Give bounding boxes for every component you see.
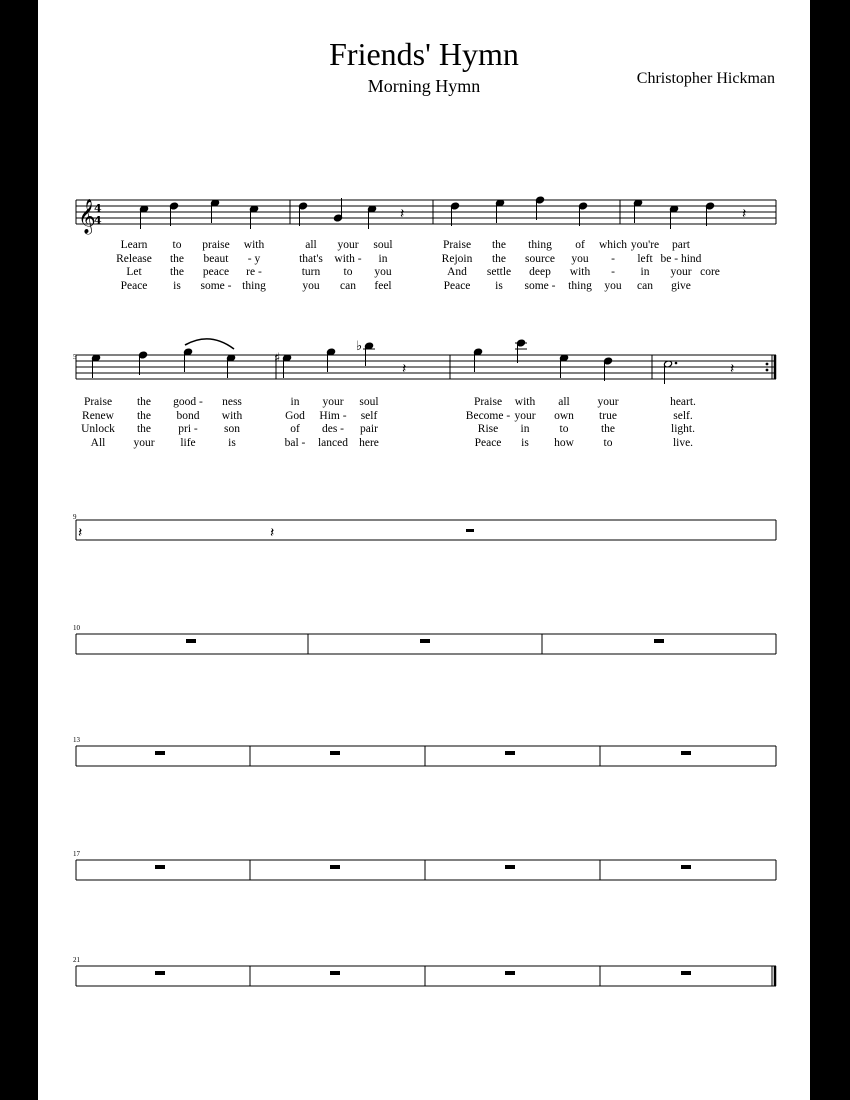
staff-5 [38,736,810,776]
lyric-syllable: re - [246,266,262,278]
score-subtitle: Morning Hymn [367,76,481,96]
quarter-rest-icon: 𝄽 [400,206,405,222]
lyric-syllable: pair [360,423,378,435]
quarter-rest-icon: 𝄽 [270,525,275,541]
lyric-syllable: Peace [443,279,471,292]
lyric-syllable: turn [301,266,321,278]
lyric-syllable: the [136,423,152,435]
lyric-syllable: beaut [203,252,229,265]
lyric-syllable: in [290,396,300,408]
system-3 [38,510,810,550]
lyric-syllable: that's [299,252,323,265]
lyric-syllable: some - [200,279,232,292]
whole-rest-icon [505,751,515,755]
lyric-syllable: light. [671,423,695,435]
lyric-syllable: to [603,436,613,449]
measure-number: 5 [73,353,77,361]
lyric-syllable: lanced [317,436,349,449]
sharp-icon: ♯ [274,351,281,366]
measure-number: 21 [73,956,80,964]
whole-rest-icon [155,751,165,755]
score-title: Friends' Hymn [329,36,519,72]
lyric-syllable: all [558,396,570,408]
lyric-syllable: pri - [178,423,198,435]
system-5 [38,736,810,776]
lyric-syllable: in [520,423,530,435]
lyric-syllable: with [569,266,591,278]
lyric-syllable: some - [524,279,556,292]
time-signature-top: 4 [94,202,102,215]
lyric-syllable: can [340,279,356,292]
lyric-syllable: - y [247,252,261,265]
lyric-syllable: you [571,252,589,265]
whole-rest-icon [681,865,691,869]
lyric-syllable: bond [176,409,200,422]
lyric-syllable: all [305,239,317,251]
lyric-syllable: give [671,279,691,292]
staff-1 [38,190,810,250]
whole-rest-icon [186,639,196,643]
lyric-syllable: be - hind [660,252,702,265]
lyric-syllable: settle [486,266,512,278]
lyric-syllable: of [575,239,585,251]
lyric-syllable: Rise [477,423,499,435]
whole-rest-icon [330,865,340,869]
lyric-syllable: with [221,409,243,422]
lyric-syllable: bal - [284,436,306,449]
lyric-syllable: Him - [319,409,347,422]
lyric-syllable: life [180,436,196,449]
lyric-syllable: deep [529,266,551,278]
lyric-syllable: thing [568,279,592,292]
staff-7 [38,956,810,996]
lyric-syllable: your [322,396,344,408]
lyric-syllable: Let [126,266,142,278]
lyric-syllable: Become - [465,409,511,422]
staff-3 [38,510,810,550]
lyric-syllable: Praise [442,239,472,251]
lyric-syllable: praise [202,239,230,251]
lyric-syllable: you [302,279,320,292]
lyric-syllable: your [514,409,536,422]
lyric-syllable: you [604,279,622,292]
lyric-syllable: thing [528,239,552,251]
lyric-syllable: with [514,396,536,408]
lyric-syllable: thing [242,279,266,292]
measure-number: 10 [73,624,80,632]
slur [185,339,234,349]
dot [675,362,678,365]
whole-rest-icon [330,971,340,975]
lyric-syllable: is [228,436,236,449]
whole-rest-icon [654,639,664,643]
staff-4 [38,624,810,664]
lyric-syllable: self. [673,409,693,422]
lyric-syllable: Peace [474,436,502,449]
lyric-syllable: you [374,266,392,278]
lyric-syllable: the [491,239,507,251]
repeat-dot [766,363,769,366]
lyric-syllable: with [243,239,265,251]
lyric-syllable: live. [672,436,694,449]
whole-rest-icon [681,971,691,975]
quarter-rest-icon: 𝄽 [742,206,747,222]
whole-rest-icon [420,639,430,643]
system-6 [38,850,810,890]
lyric-syllable: the [169,252,185,265]
lyric-syllable: is [495,279,503,292]
lyric-syllable: here [359,436,379,449]
lyric-syllable: Peace [120,279,148,292]
lyric-syllable: core [700,266,720,278]
lyric-syllable: to [172,239,182,251]
system-1 [38,190,810,300]
whole-rest-icon [155,971,165,975]
lyric-syllable: the [600,423,616,435]
lyric-syllable: the [136,409,152,422]
lyric-syllable: feel [374,279,392,292]
lyric-syllable: left [637,252,653,265]
system-4 [38,624,810,664]
lyric-syllable: in [378,252,388,265]
whole-rest-icon [505,971,515,975]
lyric-syllable: son [224,423,240,435]
lyric-syllable: the [169,266,185,278]
half-rest-icon [466,529,474,532]
lyric-syllable: self [360,409,378,422]
lyric-syllable: good - [173,396,203,408]
quarter-rest-icon: 𝄽 [730,361,735,377]
lyric-syllable: to [559,423,569,435]
whole-rest-icon [330,751,340,755]
lyric-syllable: is [173,279,181,292]
lyric-syllable: soul [359,396,379,408]
lyric-syllable: God [285,409,305,422]
lyric-syllable: - [611,266,615,278]
lyric-syllable: Praise [83,396,113,408]
lyric-syllable: Rejoin [441,252,473,265]
measure-number: 17 [73,850,80,858]
lyric-syllable: which [598,239,628,251]
lyric-syllable: ness [222,396,242,408]
lyric-syllable: Praise [473,396,503,408]
lyric-syllable: your [597,396,619,408]
measure-number: 9 [73,513,77,521]
lyric-syllable: your [133,436,155,449]
repeat-dot [766,369,769,372]
measure-number: 13 [73,736,80,744]
lyric-syllable: can [637,279,653,292]
lyric-syllable: soul [373,239,393,251]
flat-icon: ♭ [356,339,363,354]
quarter-rest-icon: 𝄽 [78,525,83,541]
lyric-syllable: with - [334,252,362,265]
lyric-syllable: peace [202,266,230,278]
quarter-rest-icon: 𝄽 [402,361,407,377]
staff-6 [38,850,810,890]
lyric-syllable: source [524,252,556,265]
lyric-syllable: Release [116,252,152,265]
lyric-syllable: your [670,266,692,278]
lyric-syllable: your [337,239,359,251]
treble-clef-icon: 𝄞 [78,199,96,234]
lyric-syllable: to [343,266,353,278]
time-signature-bottom: 4 [94,214,102,227]
lyric-syllable: All [90,436,106,449]
lyric-syllable: Learn [120,239,148,251]
lyric-syllable: And [447,266,467,278]
lyric-syllable: the [491,252,507,265]
whole-rest-icon [505,865,515,869]
lyric-syllable: des - [321,423,345,435]
lyric-syllable: of [290,423,300,435]
lyric-syllable: is [521,436,529,449]
lyric-syllable: Renew [82,409,114,422]
lyric-syllable: in [640,266,650,278]
system-2 [38,339,810,455]
lyric-syllable: you're [630,239,660,251]
lyric-syllable: own [554,409,574,422]
sheet-page [38,0,810,1100]
whole-rest-icon [681,751,691,755]
whole-rest-icon [155,865,165,869]
lyric-syllable: heart. [670,396,696,408]
lyric-syllable: true [599,409,617,422]
lyric-syllable: part [672,239,690,251]
lyric-syllable: the [136,396,152,408]
lyric-syllable: Unlock [81,423,115,435]
composer-name: Christopher Hickman [636,70,775,87]
lyric-syllable: - [611,252,615,265]
system-7 [38,956,810,996]
lyric-syllable: how [554,436,574,449]
